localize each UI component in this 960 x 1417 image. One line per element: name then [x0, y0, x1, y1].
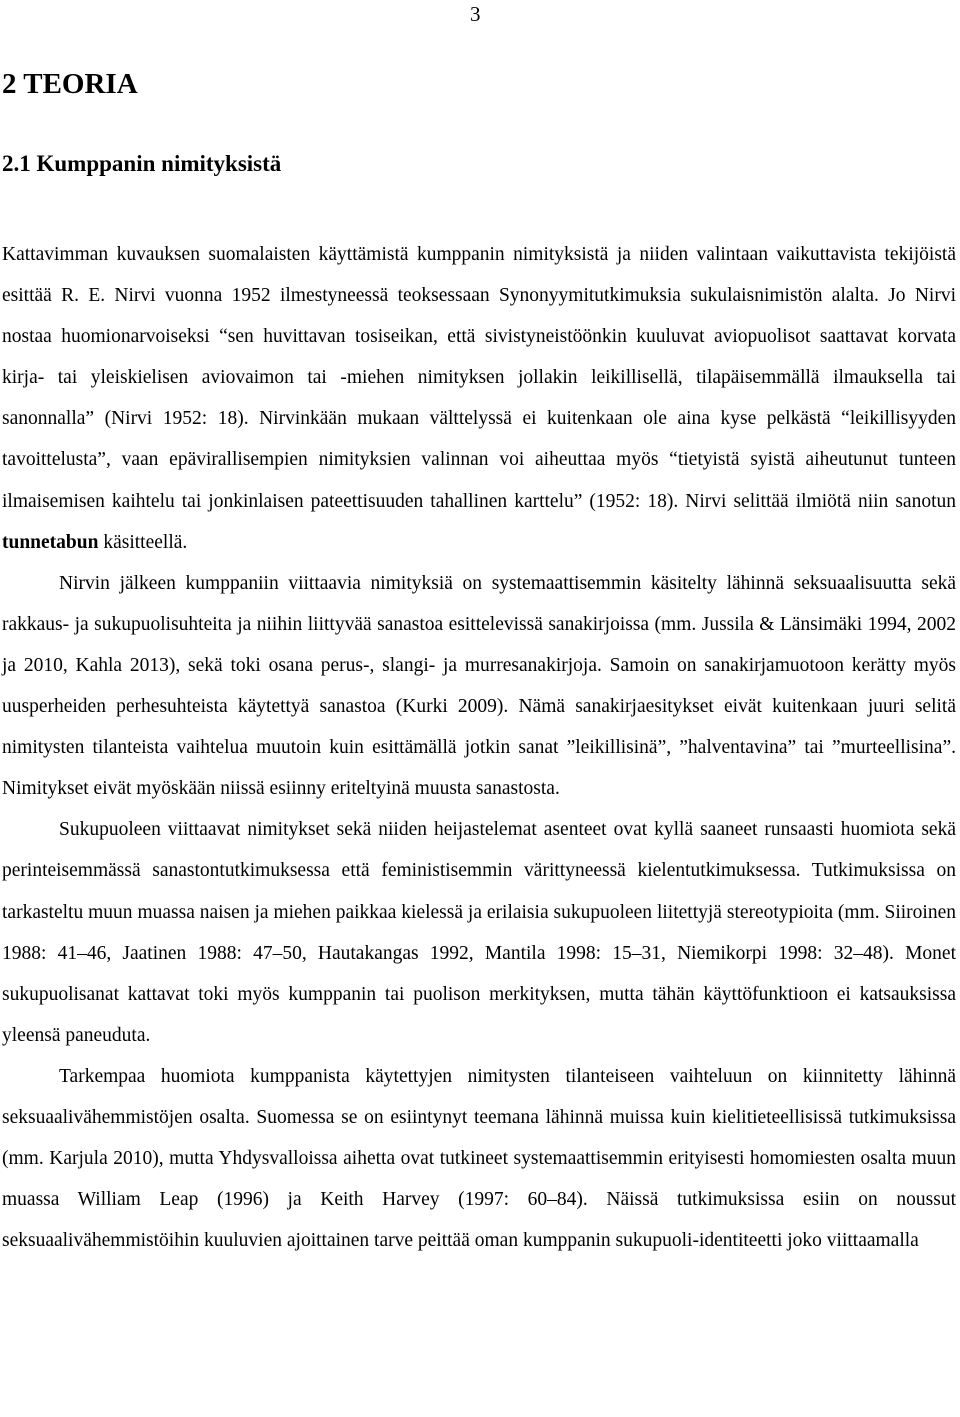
paragraph-1-ending: käsitteellä. [98, 531, 188, 553]
paragraph-3: Sukupuoleen viittaavat nimitykset sekä niiden heijastelemat asenteet ovat kyllä saaneet runsaasti huomiota sekä perinteisemmässä sanastontutkimuksessa että feministisemmin värittyneessä kielentutkimuksessa. Tutkimuksissa on tarkasteltu muun muassa naisen ja miehen paikkaa kielessä ja erilaisia sukupuoleen liitettyjä stereotypioita (mm. Siiroinen 1988: 41–46, Jaatinen 1988: 47–50, Hautakangas 1992, Mantila 1998: 15–31, Niemikorpi 1998: 32–48). Monet sukupuolisanat kattavat toki myös kumppanin tai puolison merkityksen, mutta tähän käyttöfunktioon ei katsauksissa yleensä paneuduta. [2, 819, 956, 1046]
chapter-heading: 2 TEORIA [2, 68, 138, 100]
paragraph-2: Nirvin jälkeen kumppaniin viittaavia nimityksiä on systemaattisemmin käsitelty lähinnä seksuaalisuutta sekä rakkaus- ja sukupuolisuhteita ja niihin liittyvää sanastoa esittelevissä sanakirjoissa (mm. Jussila & Länsimäki 1994, 2002 ja 2010, Kahla 2013), sekä toki osana perus-, slangi- ja murresanakirjoja. Samoin on sanakirjamuotoon kerätty myös uusperheiden perhesuhteista käytettyä sanastoa (Kurki 2009). Nämä sanakirjaesitykset eivät kuitenkaan juuri selitä nimitysten tilanteista vaihtelua muutoin kuin esittämällä jotkin sanat ”leikillisinä”, ”halventavina” tai ”murteellisina”. Nimitykset eivät myöskään niissä esiinny eriteltyinä muusta sanastosta. [2, 572, 956, 800]
paragraph-1-text: Kattavimman kuvauksen suomalaisten käyttämistä kumppanin nimityksistä ja niiden valintaan vaikuttavista tekijöistä esittää R. E. Nirvi vuonna 1952 ilmestyneessä teoksessaan Synonyymitutkimuksia sukulaisnimistön alalta. Jo Nirvi nostaa huomionarvoiseksi “sen huvittavan tosiseikan, että sivistyneistöönkin kuuluvat aviopuolisot saattavat korvata kirja- tai yleiskielisen aviovaimon tai -miehen nimityksen jollakin leikillisellä, tilapäisemmällä ilmauksella tai sanonnalla” (Nirvi 1952: 18). Nirvinkään mukaan välttelyssä ei kuitenkaan ole aina kyse pelkästä “leikillisyyden tavoittelusta”, vaan epävirallisempien nimityksien valinnan voi aiheuttaa myös “tietyistä syistä aiheutunut tunteen ilmaisemisen kaihtelu tai jonkinlaisen pateettisuuden tahallinen karttelu” (1952: 18). Nirvi selittää ilmiötä niin sanotun [2, 244, 956, 512]
term-tunnetabu: tunnetabun [2, 531, 99, 553]
body-text [2, 234, 956, 1261]
page-number: 3 [470, 2, 481, 26]
paragraph-4: Tarkempaa huomiota kumppanista käytettyjen nimitysten tilanteiseen vaihteluun on kiinnitetty lähinnä seksuaalivähemmistöjen osalta. Suomessa se on esiintynyt teemana lähinnä muissa kuin kielitieteellisissä tutkimuksissa (mm. Karjula 2010), mutta Yhdysvalloissa aihetta ovat tutkineet systemaattisemmin erityisesti homomiesten osalta muun muassa William Leap (1996) ja Keith Harvey (1997: 60–84). Näissä tutkimuksissa esiin on noussut seksuaalivähemmistöihin kuuluvien ajoittainen tarve peittää oman kumppanin sukupuoli-identiteetti joko viittaamalla [2, 1065, 956, 1252]
paragraph-1 [2, 234, 956, 563]
section-heading: 2.1 Kumppanin nimityksistä [2, 151, 282, 176]
